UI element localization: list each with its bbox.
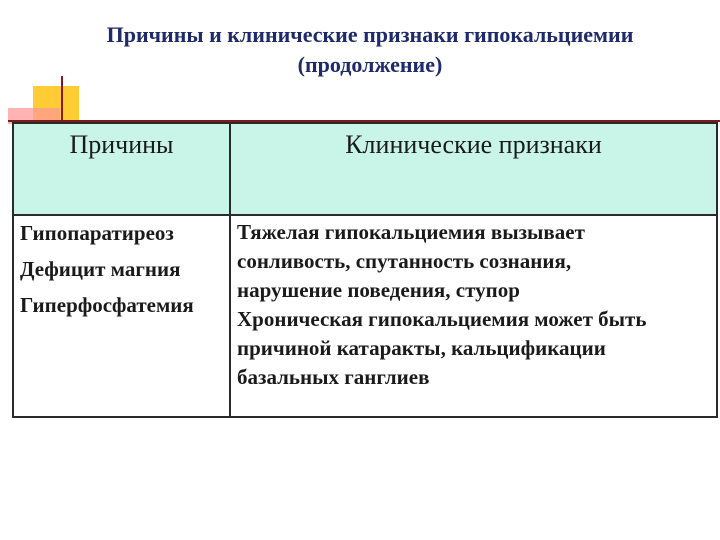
signs-line: причиной катаракты, кальцификации (237, 336, 606, 360)
causes-signs-table (12, 122, 718, 418)
slide-title-line-2: (продолжение) (297, 52, 443, 77)
cause-item: Дефицит магния (20, 257, 181, 281)
header-clinical-signs: Клинические признаки (345, 130, 602, 159)
signs-line: Тяжелая гипокальциемия вызывает (237, 220, 585, 244)
signs-line: базальных ганглиев (237, 365, 430, 389)
causes-cell (20, 218, 225, 326)
cause-item: Гиперфосфатемия (20, 293, 194, 317)
signs-line: сонливость, спутанность сознания, (237, 249, 572, 273)
signs-line: нарушение поведения, ступор (237, 278, 520, 302)
slide-title (20, 20, 720, 80)
slide-title-line-1: Причины и клинические признаки гипокальциемии (106, 22, 634, 47)
header-causes: Причины (69, 130, 174, 159)
clinical-signs-cell (237, 218, 717, 392)
signs-line: Хроническая гипокальциемия может быть (237, 307, 647, 331)
column-divider (229, 124, 231, 416)
decorative-vertical-line (61, 76, 63, 122)
cause-item: Гипопаратиреоз (20, 221, 174, 245)
